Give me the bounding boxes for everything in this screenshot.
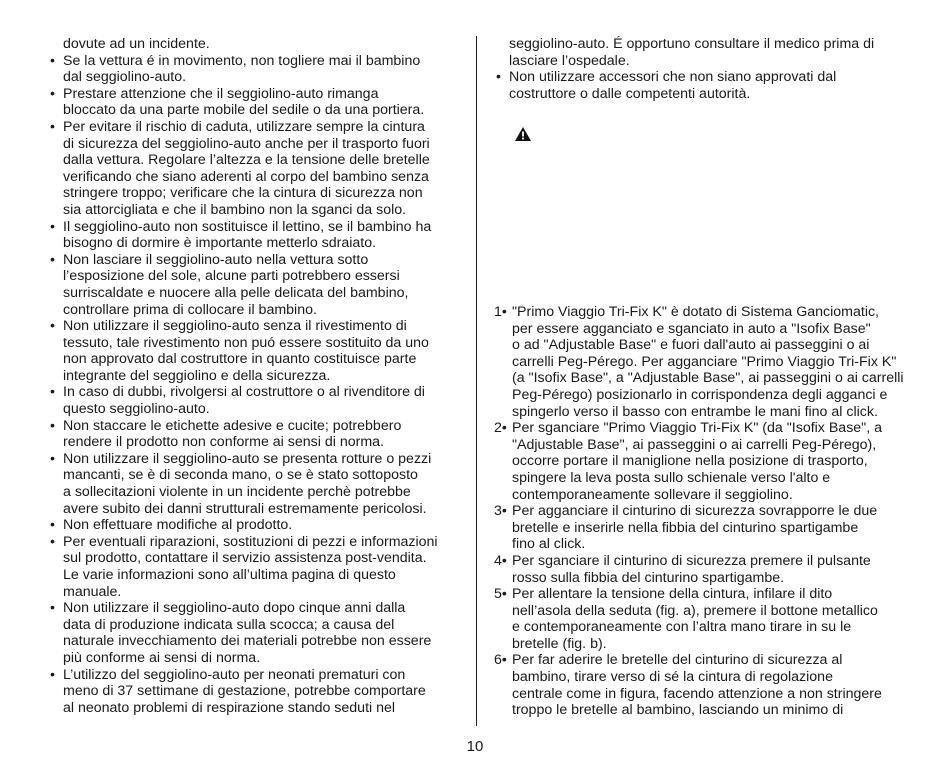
bullet-item (48, 219, 466, 252)
text-line: carrelli Peg-Pérego. Per agganciare "Primo Viaggio Tri-Fix K" (512, 353, 897, 370)
text-line: Per eventuali riparazioni, sostituzioni di pezzi e informazioni (63, 533, 438, 550)
text-line: Non lasciare il seggiolino-auto nella vettura sotto (63, 251, 369, 268)
text-line: questo seggiolino-auto. (63, 401, 210, 418)
bullet-icon: • (50, 118, 55, 135)
column-divider (476, 36, 477, 726)
text-line: bretelle (fig. b). (512, 635, 607, 652)
numbered-step (494, 652, 914, 718)
text-line: lasciare l’ospedale. (509, 52, 630, 69)
text-line: bretelle e inserirle nella fibbia del cinturino spartigambe (512, 519, 859, 536)
step-number: 1• (494, 304, 507, 320)
text-line: Prestare attenzione che il seggiolino-auto rimanga (63, 85, 379, 102)
text-line: meno di 37 settimane di gestazione, potrebbe comportare (63, 683, 426, 700)
text-line: spingerlo verso il basso con entrambe le mani fino al click. (512, 403, 878, 420)
text-line: verificando che siano aderenti al corpo del bambino senza (63, 168, 429, 185)
text-line: mancanti, se è di seconda mano, o se è stato sottoposto (63, 467, 418, 484)
text-line: sul prodotto, contattare il servizio assistenza post-vendita. (63, 550, 427, 567)
text-line: avere subito dei danni strutturali estremamente pericolosi. (63, 500, 427, 517)
text-line: o ad "Adjustable Base" e fuori dall'auto ai passeggini o ai (512, 337, 870, 354)
text-line: integrante del seggiolino e della sicurezza. (63, 367, 331, 384)
text-line: stringere troppo; verificare che la cintura di sicurezza non (63, 185, 423, 202)
bullet-item (48, 667, 466, 717)
text-line: L’utilizzo del seggiolino-auto per neonati prematuri con (63, 666, 406, 683)
text-line: Non effettuare modifiche al prodotto. (63, 517, 293, 534)
right-column (494, 36, 914, 102)
bullet-icon: • (50, 600, 55, 617)
bullet-icon: • (50, 384, 55, 401)
text-line: rosso sulla fibbia del cinturino spartigambe. (512, 569, 785, 586)
text-line: più conforme ai sensi di norma. (63, 649, 261, 666)
text-line: non approvato dal costruttore in quanto costituisce parte (63, 351, 417, 368)
bullet-item (48, 318, 466, 384)
text-line: Per far aderire le bretelle del cinturino di sicurezza al (512, 652, 843, 669)
text-line: seggiolino-auto. É opportuno consultare il medico prima di (509, 36, 875, 52)
numbered-step (494, 420, 914, 503)
bullet-icon: • (50, 417, 55, 434)
text-line: Non utilizzare il seggiolino-auto dopo cinque anni dalla (63, 600, 406, 617)
text-line: di sicurezza del seggiolino-auto anche per il trasporto fuori (63, 135, 430, 152)
bullet-item (48, 86, 466, 119)
step-number: 4• (494, 552, 507, 569)
text-line: nell’asola della seduta (fig. a), premere il bottone metallico (512, 602, 878, 619)
bullet-icon: • (50, 318, 55, 335)
step-number: 5• (494, 586, 507, 603)
left-column (48, 36, 466, 716)
text-line: bisogno di dormire è importante metterlo sdraiato. (63, 235, 377, 252)
text-line: Se la vettura é in movimento, non togliere mai il bambino (63, 52, 421, 69)
text-line: Per allentare la tensione della cintura, infilare il dito (512, 586, 833, 603)
bullet-icon: • (50, 517, 55, 534)
text-line: spingere la leva posta sullo schienale verso l'alto e (512, 469, 831, 486)
bullet-icon: • (50, 666, 55, 683)
bullet-item (48, 451, 466, 517)
text-line: Peg-Pérego) posizionarlo in corrispondenza degli agganci e (512, 386, 888, 403)
text-line: data di produzione indicata sulla scocca; a causa del (63, 616, 395, 633)
text-line: fino al click. (512, 536, 586, 553)
text-line: sia attorcigliata e che il bambino non la sganci da solo. (63, 201, 407, 218)
text-line: troppo le bretelle al bambino, lasciando un minimo di (512, 702, 844, 719)
warning-triangle-icon (514, 126, 532, 142)
bullet-item (48, 418, 466, 451)
text-line: Per sganciare "Primo Viaggio Tri-Fix K" (da "Isofix Base", a (512, 420, 882, 437)
bullet-item (48, 600, 466, 666)
text-line: (a "Isofix Base", a "Adjustable Base", ai passeggini o ai carrelli (512, 370, 904, 387)
bullet-item (48, 119, 466, 219)
text-line: Per sganciare il cinturino di sicurezza premere il pulsante (512, 552, 871, 569)
bullet-item (494, 69, 914, 102)
text-line: Non utilizzare il seggiolino-auto se presenta rotture o pezzi (63, 450, 432, 467)
bullet-icon: • (496, 69, 501, 86)
numbered-step (494, 586, 914, 652)
text-line: occorre portare il maniglione nella posizione di trasporto, (512, 453, 868, 470)
text-line: naturale invecchiamento dei materiali potrebbe non essere (63, 633, 432, 650)
text-line: e contemporaneamente con l’altra mano tirare in su le (512, 619, 852, 636)
step-number: 3• (494, 503, 507, 520)
text-line: per essere agganciato e sganciato in auto a "Isofix Base" (512, 320, 871, 337)
instruction-steps (494, 304, 914, 719)
text-line: Le varie informazioni sono all’ultima pagina di questo (63, 567, 396, 583)
bullet-icon: • (50, 85, 55, 102)
text-line: costruttore o dalle competenti autorità. (509, 85, 751, 102)
text-line: Non utilizzare il seggiolino-auto senza il rivestimento di (63, 318, 407, 335)
text-line: l’esposizione del sole, alcune parti potrebbero essersi (63, 268, 400, 285)
bullet-item (48, 53, 466, 86)
text-line: controllare prima di collocare il bambino. (63, 301, 317, 318)
text-line: Per agganciare il cinturino di sicurezza sovrapporre le due (512, 503, 878, 520)
text-line: Il seggiolino-auto non sostituisce il lettino, se il bambino ha (63, 218, 432, 235)
numbered-step (494, 503, 914, 553)
bullet-item (48, 252, 466, 318)
text-line: dalla vettura. Regolare l’altezza e la tensione delle bretelle (63, 152, 430, 169)
text-line: al neonato problemi di respirazione stando seduti nel (63, 699, 396, 716)
text-line: a sollecitazioni violente in un incidente perchè potrebbe (63, 484, 411, 501)
text-line: manuale. (63, 583, 122, 600)
text-line: tessuto, tale rivestimento non puó essere sostituito da uno (63, 334, 429, 351)
text-line: Non utilizzare accessori che non siano approvati dal (509, 69, 837, 86)
text-line: Per evitare il rischio di caduta, utilizzare sempre la cintura (63, 118, 425, 135)
bullet-icon: • (50, 251, 55, 268)
text-line: bloccato da una parte mobile del sedile o da una portiera. (63, 102, 425, 119)
text-line: bambino, tirare verso di sé la cintura di regolazione (512, 669, 833, 686)
bullet-item (48, 517, 466, 534)
text-line: centrale come in figura, facendo attenzione a non stringere (512, 685, 882, 702)
step-number: 2• (494, 420, 507, 437)
text-line: contemporaneamente sollevare il seggiolino. (512, 486, 793, 503)
bullet-item (48, 534, 466, 600)
text-line: rendere il prodotto non conforme ai sensi di norma. (63, 434, 384, 451)
bullet-icon: • (50, 450, 55, 467)
text-line: surriscaldate e nuocere alla pelle delicata del bambino, (63, 284, 409, 301)
text-line: "Primo Viaggio Tri-Fix K" è dotato di Sistema Ganciomatic, (512, 304, 880, 320)
numbered-step (494, 304, 914, 420)
text-line: In caso di dubbi, rivolgersi al costruttore o al rivenditore di (63, 384, 425, 401)
text-line: dovute ad un incidente. (63, 36, 210, 52)
bullet-item (48, 384, 466, 417)
text-line: Non staccare le etichette adesive e cucite; potrebbero (63, 417, 402, 434)
bullet-icon: • (50, 218, 55, 235)
numbered-step (494, 553, 914, 586)
text-line: dal seggiolino-auto. (63, 69, 187, 86)
bullet-icon: • (50, 52, 55, 69)
bullet-icon: • (50, 533, 55, 550)
text-line: "Adjustable Base", ai passeggini o ai carrelli Peg-Pérego), (512, 436, 877, 453)
page-number: 10 (466, 738, 484, 755)
step-number: 6• (494, 652, 507, 669)
